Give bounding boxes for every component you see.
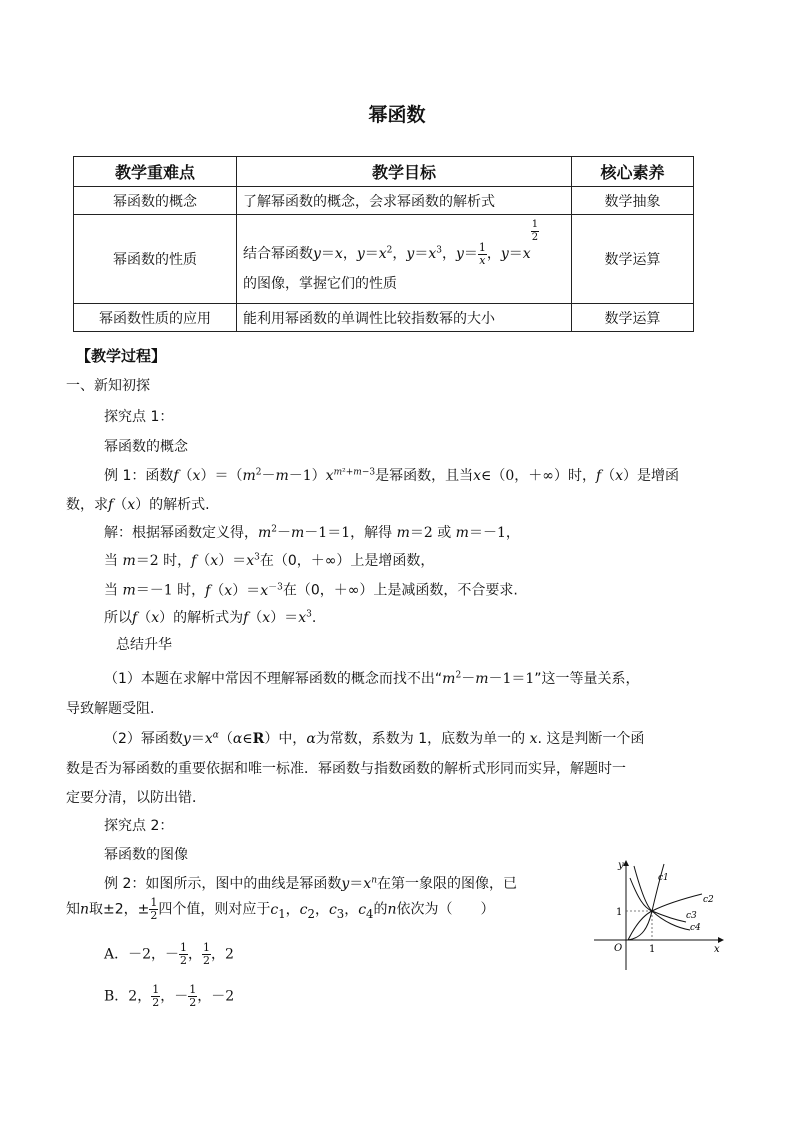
table-cell-goal: 能利用幂函数的单调性比较指数幂的大小 [237, 304, 572, 332]
text: 取±2，± [89, 901, 150, 918]
header-goals: 教学目标 [237, 157, 572, 187]
text: B．2， [104, 988, 152, 1005]
text: 的解析式. [149, 497, 210, 513]
note-2-line-1: （2）幂函数$y=x^\alpha(\alpha\in R)$中，α为常数，系数为 1，底数为单一的 x. 这是判断一个函 [104, 730, 645, 747]
x-axis-arrow [718, 937, 724, 943]
table-header-row [74, 157, 694, 187]
text: 在（0，＋∞）上是减函数，不合要求. [282, 582, 518, 599]
table-row [74, 187, 694, 215]
section-heading: 【教学过程】 [76, 347, 167, 365]
text: ，－ [160, 988, 189, 1005]
text: 当 [104, 582, 118, 599]
origin-label: O [614, 943, 623, 954]
table-cell-goal: 结合幂函数y＝x，$y=x^2$，$y=x^3$，y＝ $\frac{1}{x}$ ，y＝x $\frac{1}{2}$ 的图像，掌握它们的性质 [237, 215, 572, 304]
explore-point-1: 探究点 1： [104, 409, 174, 425]
x-label: x [714, 944, 720, 955]
text: 例 1：函数 [104, 468, 174, 484]
objectives-table [73, 156, 694, 332]
solution-line-4: 所以f（x）的解析式为$f(x)=x^3$. [104, 609, 317, 626]
text: 为常数，系数为 1，底数为单一的 [315, 731, 526, 747]
y-one-label: 1 [616, 907, 623, 918]
text: 的 [373, 901, 388, 918]
text: （1）本题在求解中常因不理解幂函数的概念而找不出“ [104, 671, 443, 687]
text: 解：根据幂函数定义得， [104, 525, 258, 541]
table-cell-goal: 了解幂函数的概念，会求幂函数的解析式 [237, 187, 572, 215]
example-1-line-1: 例 1：函数$f(x)=(m^2-m-1)x^{m^2+m-3}$是幂函数，且当x∈（0，＋∞）时，f（x）是增函 [104, 467, 680, 484]
table-cell-skill: 数学运算 [572, 304, 694, 332]
note-1-line-1: （1）本题在求解中常因不理解幂函数的概念而找不出“$m^2-m-1=1$”这一等量关系， [104, 670, 640, 687]
summary-heading: 总结升华 [116, 637, 172, 653]
text: ”这一等量关系， [534, 671, 640, 687]
table-cell-skill: 数学运算 [572, 215, 694, 304]
text: 是幂函数，且当 [375, 468, 474, 484]
text: ， [188, 946, 203, 963]
solution-line-1: 解：根据幂函数定义得，$m^2-m-1=1$，解得 m＝2 或 m＝－1， [104, 524, 520, 541]
text: . 这是判断一个函 [537, 731, 645, 747]
text: ，－2 [197, 988, 235, 1005]
goal-text: 结合幂函数 [243, 246, 313, 262]
solution-line-2: 当 m＝2 时，$f(x)=x^3$在（0，＋∞）上是增函数， [104, 552, 435, 569]
goal-text-suffix: 的图像，掌握它们的性质 [243, 276, 397, 292]
example-1-line-2: 数，求f（x）的解析式. [66, 497, 210, 513]
label-c1: c1 [658, 873, 669, 883]
note-2-line-2: 数是否为幂函数的重要依据和唯一标准．幂函数与指数函数的解析式形同而实异，解题时一 [66, 761, 626, 777]
solution-line-3: 当 m＝－1 时，$f(x)=x^{-3}$在（0，＋∞）上是减函数，不合要求. [104, 582, 518, 599]
example-2-line-1: 例 2：如图所示，图中的曲线是幂函数$y=x^n$在第一象限的图像，已 [104, 875, 517, 892]
y-axis-arrow [623, 860, 629, 866]
table-cell-key: 幂函数的概念 [74, 187, 237, 215]
text: 的解析式为 [173, 610, 244, 626]
y-label: y [618, 860, 624, 871]
power-function-graph [594, 858, 724, 973]
text: A．－2，－ [104, 946, 180, 963]
header-key-points: 教学重难点 [74, 157, 237, 187]
text: （2）幂函数 [104, 731, 183, 747]
topic-1: 幂函数的概念 [104, 439, 188, 455]
x-one-label: 1 [649, 944, 656, 955]
page-title: 幂函数 [368, 104, 426, 126]
text: 中， [278, 731, 307, 747]
text: ，解得 [350, 525, 393, 541]
option-b[interactable]: B．2， $\frac{1}{2}$ ，－ $\frac{1}{2}$ ，－2 [104, 983, 235, 1009]
text: 所以 [104, 610, 132, 626]
option-a[interactable]: A．－2，－ $\frac{1}{2}$ ， $\frac{1}{2}$ ，2 [104, 941, 234, 967]
text: 例 2：如图所示，图中的曲线是幂函数 [104, 876, 342, 892]
text: ，2 [211, 946, 234, 963]
text: 时， [163, 553, 192, 569]
text: 时， [567, 468, 596, 484]
table-cell-skill: 数学抽象 [572, 187, 694, 215]
label-c2: c2 [703, 895, 714, 905]
explore-point-2: 探究点 2： [104, 818, 174, 834]
note-2-line-3: 定要分清，以防出错． [66, 790, 206, 806]
table-row [74, 304, 694, 332]
text: 是增函 [637, 468, 680, 484]
text: 四个值，则对应于 [158, 901, 271, 918]
label-c3: c3 [686, 911, 697, 921]
label-c4: c4 [690, 923, 701, 933]
text: 数，求 [66, 497, 108, 513]
note-1-line-2: 导致解题受阻. [66, 701, 155, 717]
text: 知 [66, 901, 80, 918]
text: 依次为（ ） [396, 901, 495, 918]
table-row [74, 215, 694, 304]
part-heading: 一、新知初探 [66, 378, 150, 394]
table-cell-key: 幂函数的性质 [74, 215, 237, 304]
text: 时， [177, 582, 206, 599]
text: 当 [104, 553, 118, 569]
header-literacy: 核心素养 [572, 157, 694, 187]
topic-2: 幂函数的图像 [104, 847, 188, 863]
text: 在（0，＋∞）上是增函数， [259, 553, 435, 569]
example-2-line-2: 知n取±2，± $\frac{1}{2}$ 四个值，则对应于$c_1$，$c_2$，$c_3$，$c_4$的n依次为（ ） [66, 896, 495, 922]
text: 在第一象限的图像，已 [376, 876, 517, 892]
table-cell-key: 幂函数性质的应用 [74, 304, 237, 332]
